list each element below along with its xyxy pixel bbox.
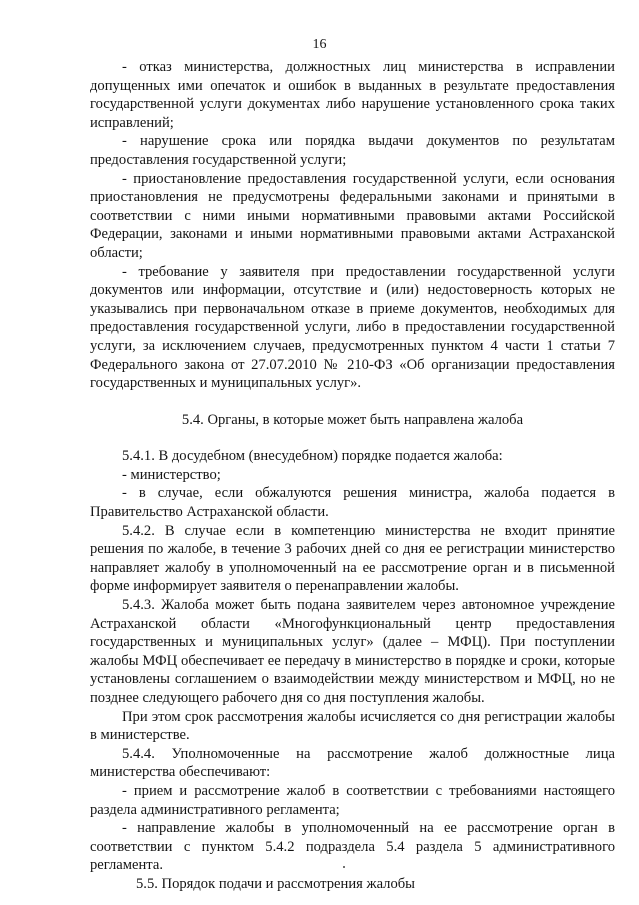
paragraph: - министерство; (122, 466, 221, 483)
paragraph: 5.4.1. В досудебном (внесудебном) порядке подается жалоба: (122, 448, 503, 465)
paragraph: - нарушение срока или порядка выдачи документов по результатам предоставления государственной услуги; (90, 133, 615, 168)
paragraph: - требование у заявителя при предоставлении государственной услуги документов или информации, отсутствие и (или) недостоверность которых не указывались при первоначальном отказе в приеме документов, необходимых для предоставления государственной услуги, либо в предоставлении государственной услуги, за исключением случаев, предусмотренных пунктом 4 части 1 статьи 7 Федерального закона от 27.07.2010 № 210-ФЗ «Об организации предоставления государственных и муниципальных услуг». (90, 263, 615, 392)
paragraph: - отказ министерства, должностных лиц министерства в исправлении допущенных ими опечаток и ошибок в выданных в результате предоставления государственной услуги документах либо нарушение установленного срока таких исправлений; (90, 59, 615, 131)
section-heading: 5.4. Органы, в которые может быть направлена жалоба (181, 411, 524, 428)
paragraph: 5.4.2. В случае если в компетенцию министерства не входит принятие решения по жалобе, в течение 3 рабочих дней со дня ее регистрации министерство направляет жалобу в уполномоченный на ее рассмотрение орган и в письменной форме информирует заявителя о перенаправлении жалобы. (90, 522, 615, 595)
paragraph: 5.4.3. Жалоба может быть подана заявителем через автономное учреждение Астраханской области «Многофункциональный центр предоставления государственных и муниципальных услуг» (далее – МФЦ). При поступлении жалобы МФЦ обеспечивает ее передачу в министерство в порядке и сроки, которые установлены соглашением о взаимодействии между министерством и МФЦ, но не позднее следующего рабочего дня со дня поступления жалобы. (90, 597, 615, 706)
paragraph: 5.4.4. Уполномоченные на рассмотрение жалоб должностные лица министерства обеспечивают: (90, 745, 615, 781)
document-body (90, 58, 615, 894)
paragraph: - приостановление предоставления государственной услуги, если основания приостановления не предусмотрены федеральными законами и принятыми в соответствии с ними иными нормативными правовыми актами Российской Федерации, законами и иными нормативными правовыми актами Астраханской области; (90, 170, 615, 261)
section-heading: 5.5. Порядок подачи и рассмотрения жалобы (136, 875, 415, 892)
paragraph: При этом срок рассмотрения жалобы исчисляется со дня регистрации жалобы в министерстве. (90, 708, 615, 744)
paragraph: - прием и рассмотрение жалоб в соответствии с требованиями настоящего раздела административного регламента; (90, 782, 615, 818)
paragraph: - направление жалобы в уполномоченный на ее рассмотрение орган в соответствии с пунктом 5.4.2 подраздела 5.4 раздела 5 административного регламента. (90, 820, 615, 874)
scan-dot-mark (343, 866, 345, 868)
paragraph: - в случае, если обжалуются решения министра, жалоба подается в Правительство Астраханской области. (90, 485, 615, 521)
page-number: 16 (312, 37, 327, 52)
